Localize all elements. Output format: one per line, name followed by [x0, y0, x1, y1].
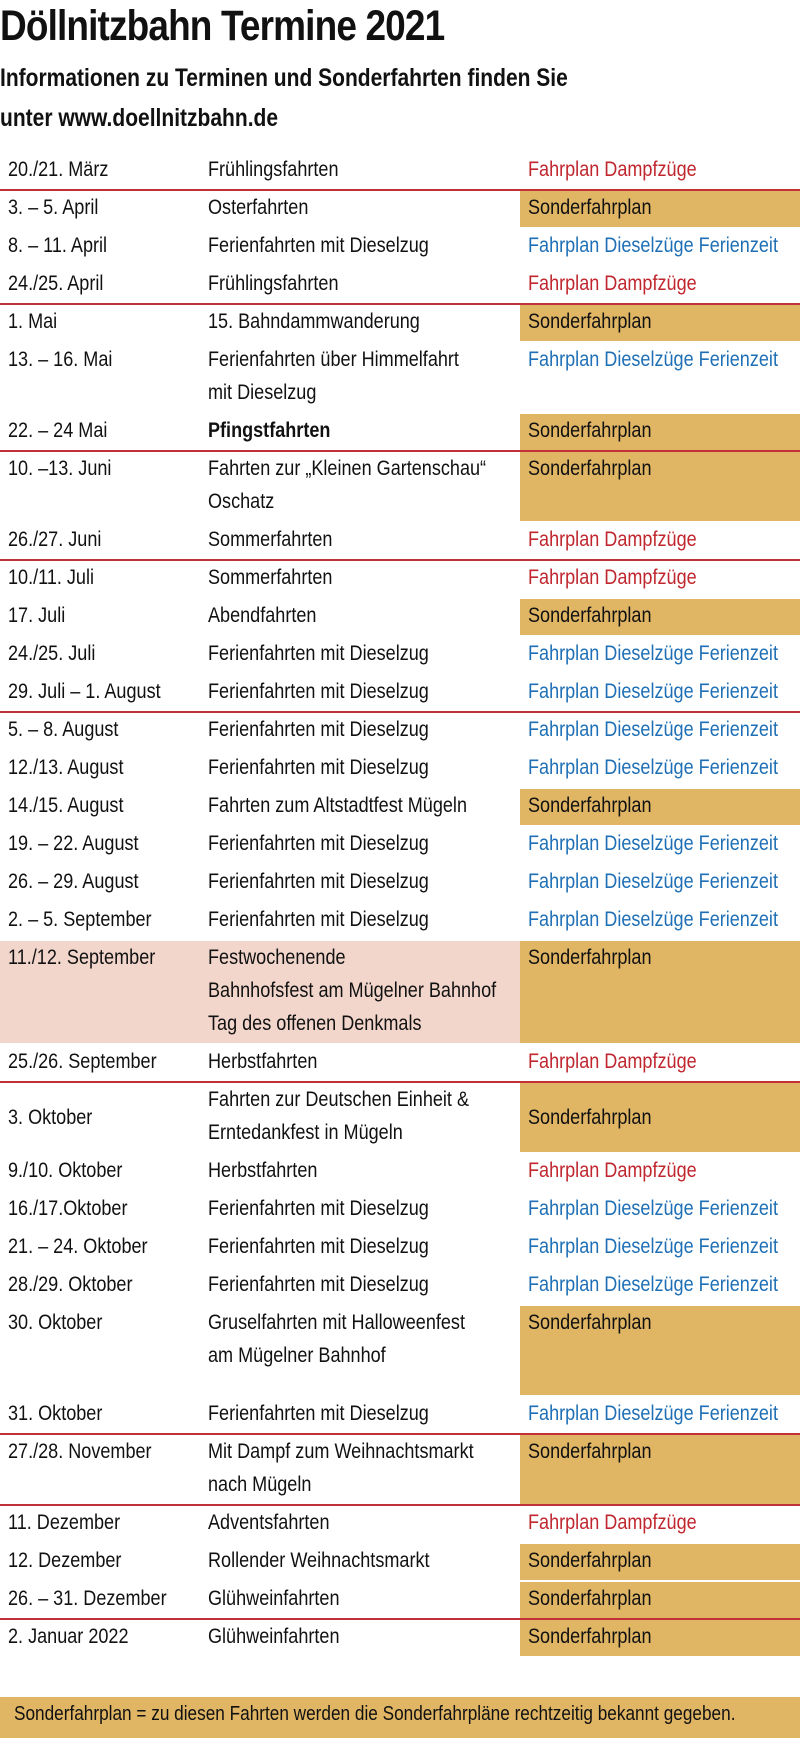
event-date: 22. – 24 Mai	[8, 419, 108, 442]
event-name-text: nach Mügeln	[208, 1473, 312, 1496]
timetable-link[interactable]: Fahrplan Dieselzüge Ferienzeit	[528, 234, 778, 257]
event-name	[208, 1582, 340, 1615]
timetable-cell	[520, 1620, 800, 1656]
timetable-cell	[520, 827, 800, 863]
event-date: 12. Dezember	[8, 1549, 122, 1572]
event-name-text: Ferienfahrten mit Dieselzug	[208, 908, 429, 931]
event-name	[208, 1435, 474, 1468]
event-name-text: Tag des offenen Denkmals	[208, 1012, 422, 1035]
timetable-cell	[520, 865, 800, 901]
event-name	[208, 191, 308, 224]
event-date: 26./27. Juni	[8, 528, 102, 551]
timetable-link[interactable]: Sonderfahrplan	[528, 794, 652, 817]
timetable-cell	[520, 1268, 800, 1304]
timetable-link[interactable]: Fahrplan Dampfzüge	[528, 566, 697, 589]
event-name	[208, 267, 339, 300]
event-name-text: Bahnhofsfest am Mügelner Bahnhof	[208, 979, 497, 1002]
event-date: 28./29. Oktober	[8, 1273, 133, 1296]
table-row	[0, 1045, 800, 1081]
event-name	[208, 751, 429, 784]
timetable-link[interactable]: Fahrplan Dieselzüge Ferienzeit	[528, 1402, 778, 1425]
schedule-table	[0, 153, 800, 1658]
event-name-text: Fahrten zur „Kleinen Gartenschau“	[208, 457, 487, 480]
event-name	[208, 865, 429, 898]
event-name	[208, 452, 486, 485]
table-row	[0, 343, 800, 412]
event-date: 25./26. September	[8, 1050, 157, 1073]
timetable-link[interactable]: Sonderfahrplan	[528, 1440, 652, 1463]
event-name	[208, 229, 429, 262]
timetable-link[interactable]: Fahrplan Dieselzüge Ferienzeit	[528, 348, 778, 371]
table-row	[0, 713, 800, 749]
event-date: 26. – 31. Dezember	[8, 1587, 167, 1610]
event-date: 29. Juli – 1. August	[8, 680, 161, 703]
event-name-text: Fahrten zur Deutschen Einheit &	[208, 1088, 470, 1111]
table-row	[0, 941, 800, 1043]
timetable-link[interactable]: Fahrplan Dieselzüge Ferienzeit	[528, 680, 778, 703]
event-date: 11. Dezember	[8, 1511, 121, 1534]
event-name-text: Ferienfahrten mit Dieselzug	[208, 756, 429, 779]
event-name-text: Herbstfahrten	[208, 1050, 318, 1073]
event-name	[208, 153, 339, 186]
timetable-cell	[520, 751, 800, 787]
event-name-text: Mit Dampf zum Weihnachtsmarkt	[208, 1440, 474, 1463]
event-name	[208, 1116, 403, 1149]
event-date: 31. Oktober	[8, 1402, 103, 1425]
event-name	[208, 1306, 465, 1339]
event-date: 14./15. August	[8, 794, 124, 817]
timetable-cell	[520, 1544, 800, 1580]
event-name-text: Osterfahrten	[208, 196, 309, 219]
timetable-cell	[520, 903, 800, 939]
event-name	[208, 1544, 430, 1577]
event-name-text: Herbstfahrten	[208, 1159, 318, 1182]
timetable-link[interactable]: Fahrplan Dieselzüge Ferienzeit	[528, 870, 778, 893]
event-name-text: Ferienfahrten mit Dieselzug	[208, 234, 429, 257]
subtitle-line-2: unter www.doellnitzbahn.de	[0, 104, 279, 132]
event-date: 11./12. September	[8, 946, 156, 969]
timetable-cell	[520, 1435, 800, 1504]
event-name	[208, 1154, 317, 1187]
event-name	[208, 903, 429, 936]
table-row	[0, 1544, 800, 1580]
footer-note	[0, 1697, 800, 1738]
table-row	[0, 1192, 800, 1228]
event-date: 1. Mai	[8, 310, 58, 333]
table-row	[0, 191, 800, 227]
table-row	[0, 675, 800, 711]
table-row	[0, 789, 800, 825]
event-name	[208, 1045, 317, 1078]
timetable-link[interactable]: Sonderfahrplan	[528, 310, 652, 333]
timetable-cell	[520, 1083, 800, 1152]
event-name	[208, 1339, 386, 1372]
timetable-cell	[520, 1582, 800, 1618]
timetable-link[interactable]: Sonderfahrplan	[528, 604, 652, 627]
event-date: 10. –13. Juni	[8, 457, 112, 480]
event-name	[208, 376, 316, 409]
event-date: 5. – 8. August	[8, 718, 119, 741]
event-name-text: Ferienfahrten mit Dieselzug	[208, 680, 429, 703]
event-date: 19. – 22. August	[8, 832, 139, 855]
table-row	[0, 1230, 800, 1266]
event-name-text: 15. Bahndammwanderung	[208, 310, 420, 333]
table-row	[0, 599, 800, 635]
event-date: 8. – 11. April	[8, 234, 108, 257]
timetable-cell	[520, 452, 800, 521]
timetable-cell	[520, 599, 800, 635]
event-name	[208, 974, 496, 1007]
event-name	[208, 789, 467, 822]
table-row	[0, 153, 800, 189]
event-name-text: Ferienfahrten mit Dieselzug	[208, 1235, 429, 1258]
timetable-cell	[520, 1397, 800, 1433]
event-date: 26. – 29. August	[8, 870, 139, 893]
timetable-cell	[520, 523, 800, 559]
timetable-cell	[520, 675, 800, 711]
timetable-link[interactable]: Sonderfahrplan	[528, 1549, 652, 1572]
event-name	[208, 1397, 429, 1430]
subtitle-line-1: Informationen zu Terminen und Sonderfahrten finden Sie	[0, 64, 568, 92]
event-date: 3. – 5. April	[8, 196, 99, 219]
event-name-text: Sommerfahrten	[208, 566, 333, 589]
event-name-text: Ferienfahrten über Himmelfahrt	[208, 348, 459, 371]
event-name	[208, 713, 429, 746]
table-row	[0, 1306, 800, 1395]
timetable-link[interactable]: Fahrplan Dampfzüge	[528, 272, 697, 295]
event-name-text: Ferienfahrten mit Dieselzug	[208, 718, 429, 741]
table-row	[0, 1268, 800, 1304]
timetable-link[interactable]: Fahrplan Dampfzüge	[528, 1050, 697, 1073]
table-row	[0, 1154, 800, 1190]
event-name-text: Abendfahrten	[208, 604, 317, 627]
event-date: 16./17.Oktober	[8, 1197, 128, 1220]
table-row	[0, 523, 800, 559]
table-row	[0, 827, 800, 863]
event-name-text: Ferienfahrten mit Dieselzug	[208, 1273, 429, 1296]
event-name	[208, 343, 459, 376]
table-row	[0, 1083, 800, 1152]
timetable-cell	[520, 637, 800, 673]
event-name-text: Ferienfahrten mit Dieselzug	[208, 1402, 429, 1425]
event-name	[208, 561, 332, 594]
event-name-text: Ferienfahrten mit Dieselzug	[208, 832, 429, 855]
table-row	[0, 1620, 800, 1656]
event-name-text: Ferienfahrten mit Dieselzug	[208, 870, 429, 893]
event-name	[208, 599, 316, 632]
event-name-text: Erntedankfest in Mügeln	[208, 1121, 403, 1144]
event-date: 10./11. Juli	[8, 566, 95, 589]
timetable-link[interactable]: Sonderfahrplan	[528, 1587, 652, 1610]
event-name-text: Pfingstfahrten	[208, 419, 331, 442]
event-name-text: Adventsfahrten	[208, 1511, 330, 1534]
event-name	[208, 1230, 429, 1263]
event-name-text: am Mügelner Bahnhof	[208, 1344, 386, 1367]
event-name-text: Frühlingsfahrten	[208, 158, 339, 181]
timetable-link[interactable]: Sonderfahrplan	[528, 1106, 652, 1129]
event-name-text: Frühlingsfahrten	[208, 272, 339, 295]
table-row	[0, 903, 800, 939]
table-row	[0, 1582, 800, 1618]
event-name	[208, 1268, 429, 1301]
event-name-text: Gruselfahrten mit Halloweenfest	[208, 1311, 465, 1334]
timetable-cell	[520, 414, 800, 450]
footer-note-text: Sonderfahrplan = zu diesen Fahrten werden die Sonderfahrpläne rechtzeitig bekannt gegeben.	[14, 1703, 736, 1725]
event-date: 2. – 5. September	[8, 908, 152, 931]
table-row	[0, 229, 800, 265]
table-row	[0, 637, 800, 673]
timetable-link[interactable]: Sonderfahrplan	[528, 457, 652, 480]
timetable-link[interactable]: Fahrplan Dieselzüge Ferienzeit	[528, 642, 778, 665]
event-name-text: Oschatz	[208, 490, 275, 513]
timetable-link[interactable]: Fahrplan Dampfzüge	[528, 528, 697, 551]
event-date: 17. Juli	[8, 604, 66, 627]
timetable-link[interactable]: Sonderfahrplan	[528, 196, 652, 219]
timetable-cell	[520, 1306, 800, 1395]
event-name	[208, 827, 429, 860]
event-name	[208, 305, 420, 338]
event-name-text: Ferienfahrten mit Dieselzug	[208, 642, 429, 665]
event-name	[208, 1506, 329, 1539]
event-name	[208, 1192, 429, 1225]
event-date: 13. – 16. Mai	[8, 348, 113, 371]
table-row	[0, 751, 800, 787]
event-name-text: Fahrten zum Altstadtfest Mügeln	[208, 794, 467, 817]
event-name-text: Glühweinfahrten	[208, 1587, 340, 1610]
timetable-cell	[520, 1045, 800, 1081]
timetable-cell	[520, 1506, 800, 1542]
event-date: 3. Oktober	[8, 1106, 93, 1129]
timetable-link[interactable]: Fahrplan Dieselzüge Ferienzeit	[528, 1235, 778, 1258]
timetable-link[interactable]: Fahrplan Dieselzüge Ferienzeit	[528, 1273, 778, 1296]
timetable-cell	[520, 561, 800, 597]
event-date: 12./13. August	[8, 756, 124, 779]
timetable-cell	[520, 267, 800, 303]
table-row	[0, 414, 800, 450]
timetable-cell	[520, 305, 800, 341]
timetable-cell	[520, 713, 800, 749]
timetable-link[interactable]: Fahrplan Dieselzüge Ferienzeit	[528, 756, 778, 779]
event-name	[208, 523, 332, 556]
event-date: 30. Oktober	[8, 1311, 103, 1334]
table-row	[0, 452, 800, 521]
timetable-link[interactable]: Sonderfahrplan	[528, 1311, 652, 1334]
row-divider	[0, 1656, 800, 1658]
event-name-text: Rollender Weihnachtsmarkt	[208, 1549, 430, 1572]
table-row	[0, 267, 800, 303]
event-name	[208, 1620, 340, 1653]
timetable-link[interactable]: Sonderfahrplan	[528, 946, 652, 969]
timetable-cell	[520, 1192, 800, 1228]
event-name	[208, 1468, 311, 1501]
event-name-text: Glühweinfahrten	[208, 1625, 340, 1648]
event-date: 9./10. Oktober	[8, 1159, 123, 1182]
timetable-cell	[520, 789, 800, 825]
event-name-text: mit Dieselzug	[208, 381, 317, 404]
timetable-cell	[520, 229, 800, 265]
timetable-cell	[520, 191, 800, 227]
timetable-cell	[520, 1154, 800, 1190]
timetable-link[interactable]: Fahrplan Dieselzüge Ferienzeit	[528, 1197, 778, 1220]
event-name	[208, 637, 429, 670]
timetable-cell	[520, 153, 800, 189]
timetable-cell	[520, 1230, 800, 1266]
event-name	[208, 675, 429, 708]
table-row	[0, 1435, 800, 1504]
event-date: 24./25. Juli	[8, 642, 96, 665]
timetable-link[interactable]: Fahrplan Dieselzüge Ferienzeit	[528, 718, 778, 741]
page-title: Döllnitzbahn Termine 2021	[0, 2, 445, 50]
timetable-link[interactable]: Fahrplan Dieselzüge Ferienzeit	[528, 832, 778, 855]
timetable-link[interactable]: Fahrplan Dieselzüge Ferienzeit	[528, 908, 778, 931]
event-date: 27./28. November	[8, 1440, 152, 1463]
event-name	[208, 1083, 469, 1116]
table-row	[0, 305, 800, 341]
event-date: 20./21. März	[8, 158, 109, 181]
timetable-link[interactable]: Sonderfahrplan	[528, 1625, 652, 1648]
table-row	[0, 561, 800, 597]
event-name-text: Ferienfahrten mit Dieselzug	[208, 1197, 429, 1220]
event-date: 21. – 24. Oktober	[8, 1235, 148, 1258]
table-row	[0, 1397, 800, 1433]
event-name	[208, 485, 274, 518]
event-name	[208, 414, 330, 447]
timetable-link[interactable]: Fahrplan Dampfzüge	[528, 1511, 697, 1534]
event-date: 24./25. April	[8, 272, 104, 295]
timetable-link[interactable]: Fahrplan Dampfzüge	[528, 158, 697, 181]
table-row	[0, 865, 800, 901]
table-row	[0, 1506, 800, 1542]
event-name	[208, 941, 346, 974]
event-date: 2. Januar 2022	[8, 1625, 129, 1648]
timetable-link[interactable]: Fahrplan Dampfzüge	[528, 1159, 697, 1182]
timetable-cell	[520, 343, 800, 412]
event-name	[208, 1007, 422, 1040]
timetable-cell	[520, 941, 800, 1043]
timetable-link[interactable]: Sonderfahrplan	[528, 419, 652, 442]
event-name-text: Sommerfahrten	[208, 528, 333, 551]
event-name-text: Festwochenende	[208, 946, 346, 969]
